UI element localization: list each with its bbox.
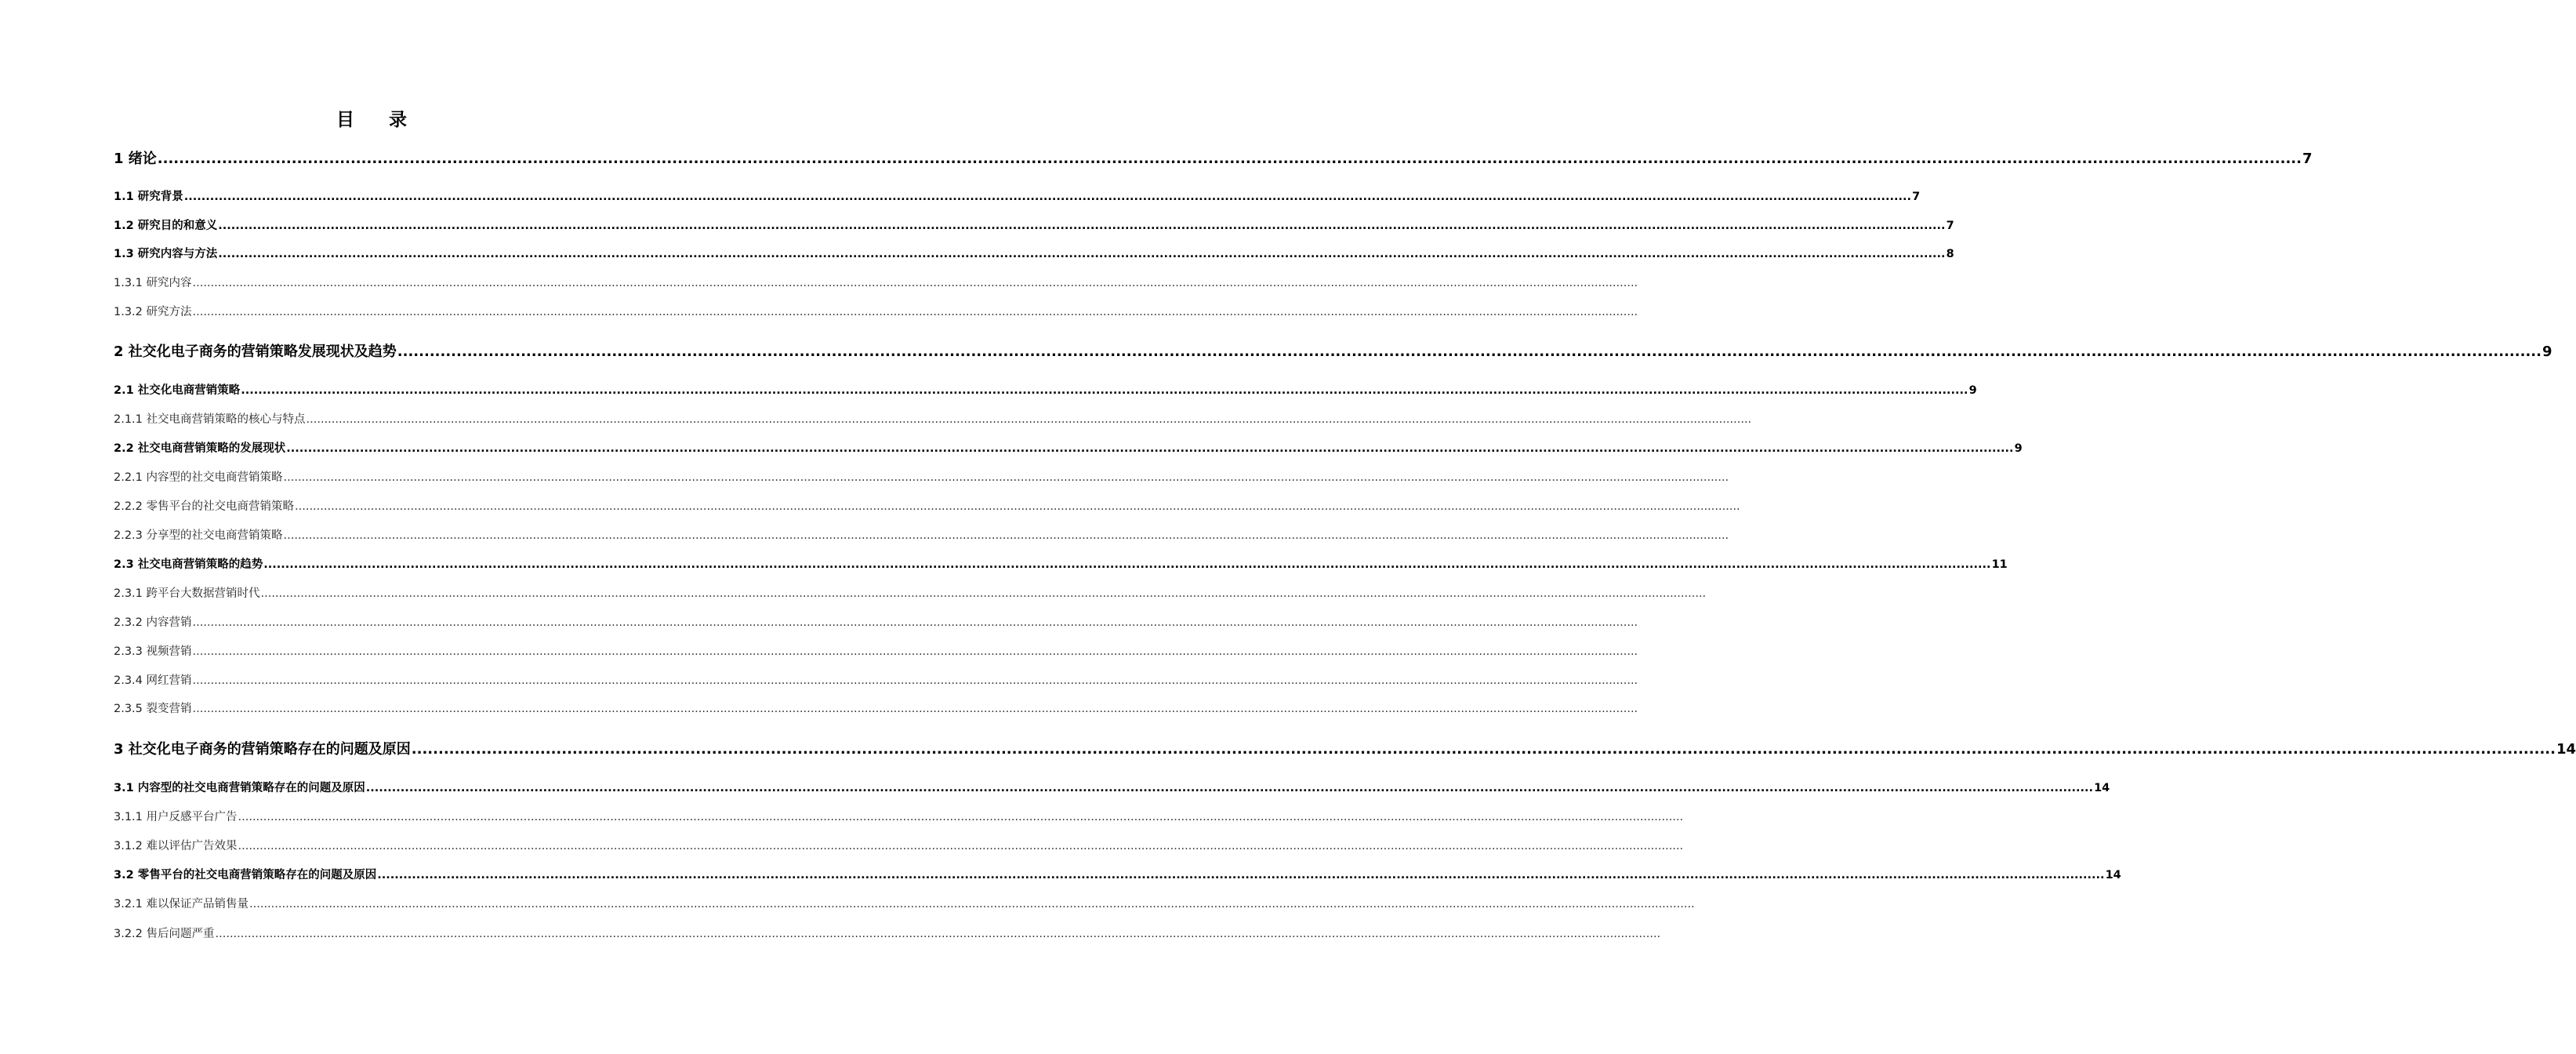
toc-entry[interactable] — [114, 738, 2576, 758]
toc-entry[interactable] — [114, 439, 2023, 456]
toc-entry-label: 2.3.1 跨平台大数据营销时代 — [114, 587, 260, 600]
toc-leader-dots: ................................................................................................................................................................................................................................................................................................................................................................................................................ — [263, 558, 1991, 571]
toc-entry-page-number: 9 — [2542, 343, 2552, 360]
toc-entry[interactable] — [114, 808, 1684, 824]
toc-entry-label: 2.3.4 网红营销 — [114, 674, 192, 687]
toc-entry-label: 2.3.3 视频营销 — [114, 645, 192, 658]
toc-entry-label: 2 社交化电子商务的营销策略发展现状及趋势 — [114, 343, 397, 360]
toc-entry[interactable] — [114, 187, 1921, 204]
toc-entry-label: 3.1.1 用户反感平台广告 — [114, 811, 238, 823]
toc-leader-dots: ................................................................................................................................................................................................................................................................................................................................................................................................................ — [238, 811, 1684, 823]
toc-title-char-2: 录 — [389, 110, 408, 130]
toc-entry[interactable] — [114, 613, 1638, 630]
toc-entry[interactable] — [114, 340, 2552, 361]
toc-leader-dots: ................................................................................................................................................................................................................................................................................................................................................................................................................ — [249, 898, 1695, 910]
toc-entry[interactable] — [114, 642, 1638, 659]
toc-entry[interactable] — [114, 700, 1638, 716]
toc-entry[interactable] — [114, 895, 1695, 911]
toc-leader-dots: ................................................................................................................................................................................................................................................................................................................................................................................................................ — [192, 645, 1638, 658]
toc-entry-page-number: 14 — [2556, 741, 2576, 758]
toc-entry-label: 1 绪论 — [114, 151, 157, 167]
toc-leader-dots: ................................................................................................................................................................................................................................................................................................................................................................................................................ — [215, 928, 1661, 940]
toc-entry-page-number: 8 — [1946, 248, 1954, 260]
toc-entry[interactable] — [114, 216, 1954, 233]
toc-leader-dots: ................................................................................................................................................................................................................................................................................................................................................................................................................ — [377, 869, 2105, 881]
toc-leader-dots: ................................................................................................................................................................................................................................................................................................................................................................................................................ — [183, 191, 1912, 203]
toc-entry-label: 1.1 研究背景 — [114, 191, 183, 203]
toc-leader-dots: ................................................................................................................................................................................................................................................................................................................................................................................................................ — [365, 782, 2094, 794]
toc-entry[interactable] — [114, 837, 1684, 853]
toc-entry[interactable] — [114, 584, 1707, 601]
toc-entry[interactable] — [114, 303, 1638, 319]
toc-entry[interactable] — [114, 555, 2008, 572]
toc-entry-label: 2.3.5 裂变营销 — [114, 703, 192, 715]
toc-entry-page-number: 7 — [1912, 191, 1921, 203]
toc-entry-page-number: 7 — [1946, 220, 1954, 232]
toc-entry-label: 2.2.2 零售平台的社交电商营销策略 — [114, 500, 295, 513]
toc-title — [0, 105, 745, 131]
toc-leader-dots: ................................................................................................................................................................................................................................................................................................................................................................................................................ — [397, 343, 2542, 360]
toc-leader-dots: ................................................................................................................................................................................................................................................................................................................................................................................................................ — [192, 306, 1638, 318]
toc-entry-label: 2.2.1 内容型的社交电商营销策略 — [114, 471, 283, 484]
toc-entry[interactable] — [114, 381, 1977, 398]
toc-entry-label: 1.3.1 研究内容 — [114, 277, 192, 289]
toc-entry[interactable] — [114, 925, 1661, 941]
toc-leader-dots: ................................................................................................................................................................................................................................................................................................................................................................................................................ — [192, 674, 1638, 687]
toc-entry-page-number: 14 — [2094, 782, 2110, 794]
toc-entry-label: 1.2 研究目的和意义 — [114, 220, 218, 232]
toc-entry-label: 3.2.2 售后问题严重 — [114, 928, 215, 940]
toc-entry[interactable] — [114, 671, 1638, 688]
toc-leader-dots: ................................................................................................................................................................................................................................................................................................................................................................................................................ — [192, 616, 1638, 629]
toc-entry[interactable] — [114, 497, 1740, 514]
toc-leader-dots: ................................................................................................................................................................................................................................................................................................................................................................................................................ — [411, 741, 2556, 758]
toc-entry[interactable] — [114, 274, 1638, 290]
toc-entry-page-number: 9 — [2014, 442, 2023, 455]
toc-entry[interactable] — [114, 779, 2110, 795]
toc-entry[interactable] — [114, 468, 1729, 485]
toc-entry[interactable] — [114, 147, 2313, 168]
toc-leader-dots: ................................................................................................................................................................................................................................................................................................................................................................................................................ — [306, 413, 1752, 426]
toc-entry-label: 3.1.2 难以评估广告效果 — [114, 840, 238, 852]
toc-title-char-1: 目 — [336, 110, 356, 130]
toc-entry-page-number: 7 — [2302, 151, 2313, 167]
toc-entry-label: 2.1.1 社交电商营销策略的核心与特点 — [114, 413, 306, 426]
toc-entry-page-number: 14 — [2105, 869, 2121, 881]
toc-entry[interactable] — [114, 526, 1729, 543]
toc-leader-dots: ................................................................................................................................................................................................................................................................................................................................................................................................................ — [260, 587, 1707, 600]
toc-entry-label: 2.2.3 分享型的社交电商营销策略 — [114, 529, 283, 542]
toc-leader-dots: ................................................................................................................................................................................................................................................................................................................................................................................................................ — [192, 277, 1638, 289]
toc-entry-label: 3.1 内容型的社交电商营销策略存在的问题及原因 — [114, 782, 365, 794]
toc-leader-dots: ................................................................................................................................................................................................................................................................................................................................................................................................................ — [238, 840, 1684, 852]
toc-entry[interactable] — [114, 410, 1752, 427]
toc-entry-label: 2.3.2 内容营销 — [114, 616, 192, 629]
toc-entry-label: 3.2 零售平台的社交电商营销策略存在的问题及原因 — [114, 869, 377, 881]
toc-entry-label: 1.3 研究内容与方法 — [114, 248, 218, 260]
toc-entry-label: 2.3 社交电商营销策略的趋势 — [114, 558, 263, 571]
toc-entry-label: 3 社交化电子商务的营销策略存在的问题及原因 — [114, 741, 411, 758]
toc-entry[interactable] — [114, 866, 2121, 882]
toc-entry-label: 3.2.1 难以保证产品销售量 — [114, 898, 249, 910]
toc-leader-dots: ................................................................................................................................................................................................................................................................................................................................................................................................................ — [157, 151, 2302, 167]
toc-leader-dots: ................................................................................................................................................................................................................................................................................................................................................................................................................ — [283, 529, 1729, 542]
toc-entry-label: 1.3.2 研究方法 — [114, 306, 192, 318]
toc-leader-dots: ................................................................................................................................................................................................................................................................................................................................................................................................................ — [218, 248, 1946, 260]
toc-entry[interactable] — [114, 245, 1954, 261]
toc-leader-dots: ................................................................................................................................................................................................................................................................................................................................................................................................................ — [192, 703, 1638, 715]
toc-entry-label: 2.1 社交化电商营销策略 — [114, 384, 241, 397]
toc-leader-dots: ................................................................................................................................................................................................................................................................................................................................................................................................................ — [283, 471, 1729, 484]
toc-entry-page-number: 9 — [1968, 384, 1977, 397]
toc-entry-page-number: 11 — [1991, 558, 2008, 571]
toc-leader-dots: ................................................................................................................................................................................................................................................................................................................................................................................................................ — [286, 442, 2014, 455]
toc-entry-label: 2.2 社交电商营销策略的发展现状 — [114, 442, 286, 455]
toc-leader-dots: ................................................................................................................................................................................................................................................................................................................................................................................................................ — [295, 500, 1740, 513]
toc-leader-dots: ................................................................................................................................................................................................................................................................................................................................................................................................................ — [218, 220, 1946, 232]
toc-leader-dots: ................................................................................................................................................................................................................................................................................................................................................................................................................ — [241, 384, 1968, 397]
